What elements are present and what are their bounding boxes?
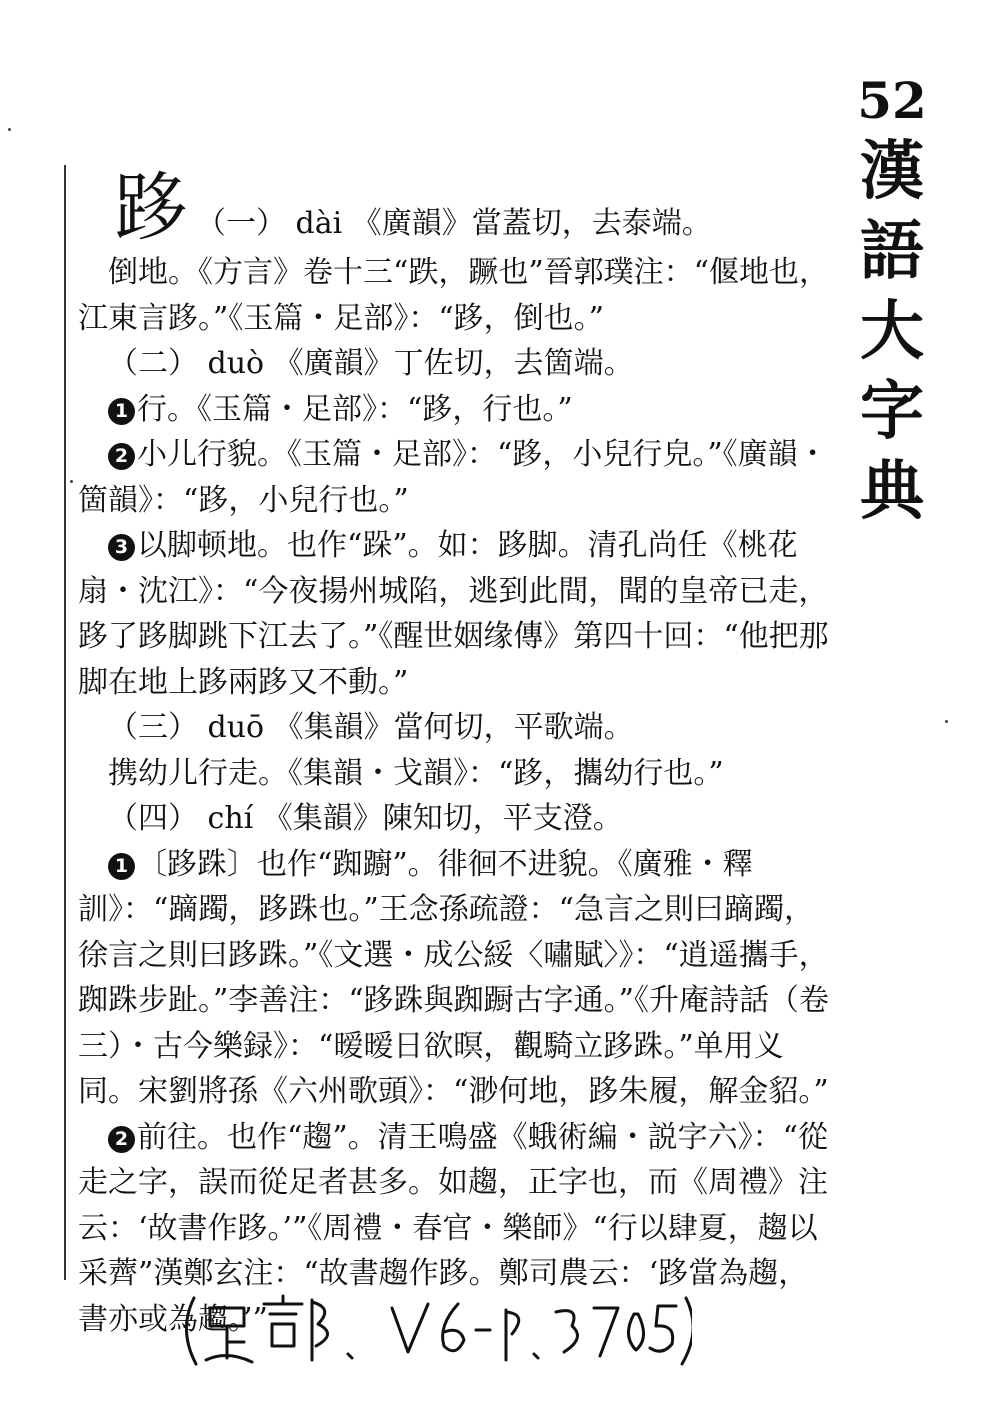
definition-3: 携幼儿行走。《集韻・戈韻》：“跢，攜幼行也。”	[108, 755, 724, 791]
sense-2-3	[78, 523, 838, 705]
dictionary-title-vertical	[852, 70, 932, 532]
scan-speck	[945, 720, 948, 723]
sense-4-1	[78, 842, 838, 1115]
left-margin-rule	[64, 165, 66, 1280]
scan-speck	[70, 480, 73, 483]
sense-marker: 2	[108, 1126, 135, 1153]
entry-head	[78, 165, 838, 251]
sense-2-2	[78, 432, 838, 523]
sense-marker: 2	[108, 443, 135, 470]
sense-marker: 1	[108, 853, 135, 880]
definition-1: 倒地。《方言》卷十三“跌，蹶也”晉郭璞注：“偃地也，江東言跢。”《玉篇・足部》：“跢，倒也。”	[78, 255, 830, 336]
reading-1: （一） dài 《廣韻》當蓋切，去泰端。	[196, 206, 712, 241]
title-char: 漢	[860, 134, 924, 209]
dictionary-entry	[78, 165, 838, 1342]
title-char: 字	[860, 374, 924, 449]
handwritten-note-drawing	[172, 1290, 692, 1370]
reading-3: （三） duō 《集韻》當何切，平歌端。	[108, 710, 634, 745]
reading-4: （四） chí 《集韻》陳知切，平支澄。	[108, 801, 623, 836]
sense-text: 以脚顿地。也作“跺”。如：跢脚。清孔尚任《桃花扇・沈江》：“今夜揚州城陷，逃到此間，聞的皇帝已走，跢了跢脚跳下江去了。”《醒世姻缘傳》第四十回：“他把那脚在地上跢兩跢又不動。”	[78, 528, 829, 700]
title-char: 典	[860, 454, 924, 529]
title-char: 大	[860, 294, 924, 369]
sense-marker: 3	[108, 534, 135, 561]
volume-number: 52	[857, 71, 927, 130]
sense-text: 前往。也作“趨”。清王鳴盛《蛾術編・説字六》：“從走之字，誤而從足者甚多。如趨，正字也，而《周禮》注云：‘故書作跢。’”《周禮・春官・樂師》“行以肆夏，趨以采薺”漢鄭玄注：“故書趨作跢。鄭司農云：‘跢當為趨，書亦或為趨。’”	[78, 1119, 829, 1337]
sense-marker: 1	[108, 398, 135, 425]
headword: 跢	[114, 165, 188, 251]
sense-text: 行。《玉篇・足部》：“跢，行也。”	[137, 391, 573, 427]
sense-2-1	[78, 387, 838, 433]
sense-text: 小儿行貌。《玉篇・足部》：“跢，小兒行皃。”《廣韻・箇韻》：“跢，小兒行也。”	[78, 437, 828, 518]
title-char: 語	[860, 214, 924, 289]
sense-text: 〔跢跦〕也作“踟躕”。徘徊不进貌。《廣雅・釋訓》：“蹢躅，跢跦也。”王念孫疏證：“急言之則曰蹢躅，徐言之則曰跢跦。”《文選・成公綏〈嘯賦〉》：“逍遥攜手，踟跦步趾。”李善注：“跢跦與踟蹰古字通。”《升庵詩話（卷三）・古今樂録》：“暧暧日欲暝，觀騎立跢跦。”单用义同。宋劉將孫《六州歌頭》：“渺何地，跢朱履，解金貂。”	[78, 846, 830, 1109]
scan-speck	[8, 128, 11, 131]
reading-2: （二） duò 《廣韻》丁佐切，去箇端。	[108, 346, 634, 381]
